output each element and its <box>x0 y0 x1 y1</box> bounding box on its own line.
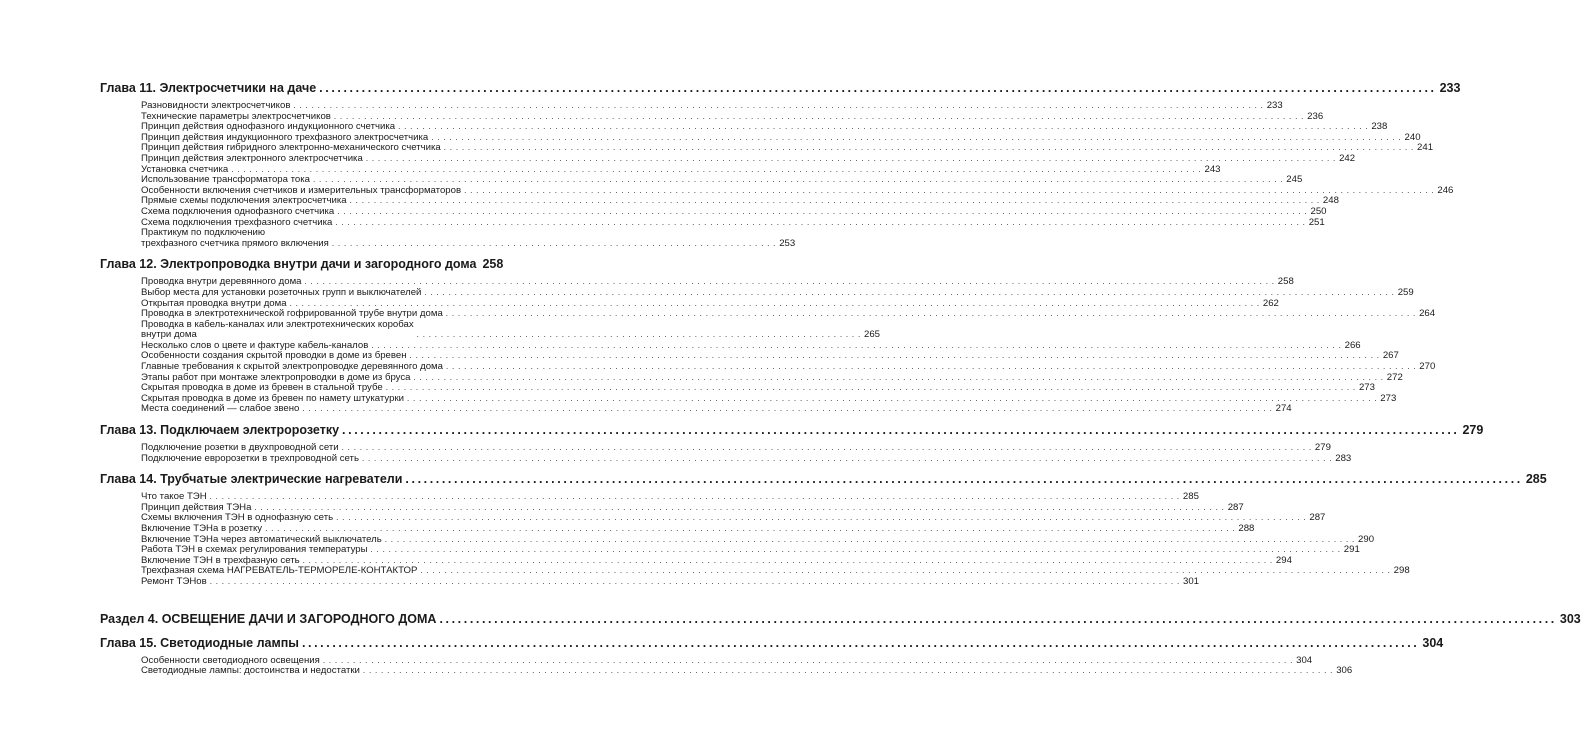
entry-title: Принцип действия однофазного индукционного счетчика <box>141 121 396 133</box>
dot-leader <box>210 492 1180 503</box>
dot-leader <box>446 309 1416 320</box>
dot-leader <box>371 545 1341 556</box>
chapter-items <box>141 654 1353 677</box>
entry-page: 251 <box>1308 216 1325 228</box>
entry-page: 285 <box>1182 491 1199 503</box>
dot-leader <box>444 143 1414 154</box>
section-heading[interactable] <box>100 611 1581 628</box>
chapter-items <box>141 442 1352 464</box>
entry-title-lines <box>141 320 414 341</box>
dot-leader <box>335 218 1305 229</box>
entry-title: Принцип действия электронного электросчетчика <box>141 152 363 164</box>
chapter-heading[interactable] <box>100 635 1444 652</box>
dot-leader <box>366 154 1336 165</box>
entry-title: Включение ТЭНа в розетку <box>141 523 263 534</box>
entry-page: 241 <box>1417 142 1434 154</box>
toc-entry[interactable] <box>141 452 1352 465</box>
entry-page: 262 <box>1262 297 1279 309</box>
section-page: 303 <box>1559 611 1581 626</box>
entry-page: 233 <box>1266 100 1283 111</box>
entry-title: Прямые схемы подключения электросчетчика <box>141 195 347 207</box>
chapter-page: 279 <box>1462 423 1484 438</box>
entry-title-lines <box>141 228 329 249</box>
entry-page: 306 <box>1336 665 1353 677</box>
entry-page: 245 <box>1286 174 1303 186</box>
entry-page: 243 <box>1204 163 1221 175</box>
chapter-heading[interactable] <box>100 471 1547 488</box>
dot-leader <box>414 373 1384 384</box>
entry-title: Принцип действия ТЭНа <box>141 501 252 513</box>
entry-title: Принцип действия гибридного электронно-механического счетчика <box>141 142 441 154</box>
chapter-title: Глава 13. Подключаем электророзетку <box>100 423 340 438</box>
entry-title: Особенности включения счетчиков и измерительных трансформаторов <box>141 184 462 196</box>
entry-page: 287 <box>1227 501 1244 513</box>
entry-page: 238 <box>1371 121 1388 133</box>
dot-leader <box>332 239 776 250</box>
entry-title: Работа ТЭН в схемах регулирования температуры <box>141 544 368 556</box>
toc-entry[interactable] <box>141 403 1292 415</box>
toc-entry[interactable] <box>141 205 1327 218</box>
entry-page: 274 <box>1275 403 1292 415</box>
chapter-page: 258 <box>482 257 504 272</box>
entry-page: 279 <box>1314 442 1331 454</box>
entry-title: Включение ТЭН в трехфазную сеть <box>141 554 300 566</box>
entry-title: Проводка внутри деревянного дома <box>141 276 302 288</box>
entry-page: 290 <box>1358 533 1375 545</box>
entry-title: Главные требования к скрытой электропроводке деревянного дома <box>141 361 443 373</box>
chapter-11 <box>100 80 1461 249</box>
dot-leader <box>398 122 1368 133</box>
entry-page: 259 <box>1397 286 1414 298</box>
entry-page: 258 <box>1277 276 1294 288</box>
chapter-title: Глава 11. Электросчетчики на даче <box>100 81 317 95</box>
toc-entry[interactable] <box>141 152 1356 165</box>
toc-entry-multiline[interactable] <box>141 318 881 341</box>
chapter-page: 304 <box>1422 635 1444 650</box>
dot-leader <box>385 535 1355 546</box>
dot-leader <box>293 101 1263 112</box>
dot-leader <box>319 80 1436 97</box>
chapter-heading[interactable] <box>100 422 1484 439</box>
dot-leader <box>305 277 1275 288</box>
dot-leader <box>417 330 861 341</box>
entry-page: 270 <box>1419 361 1436 373</box>
chapter-13 <box>100 422 1484 464</box>
section-title: Раздел 4. ОСВЕЩЕНИЕ ДАЧИ И ЗАГОРОДНОГО ДОМА <box>100 611 437 626</box>
entry-title-line1: Практикум по подключению <box>141 227 266 239</box>
entry-title: Разновидности электросчетчиков <box>141 100 291 111</box>
entry-page: 291 <box>1343 544 1360 556</box>
entry-page: 264 <box>1419 308 1436 320</box>
chapter-14 <box>100 471 1547 587</box>
dot-leader <box>350 196 1320 207</box>
dot-leader <box>362 454 1332 465</box>
entry-page: 266 <box>1344 339 1361 351</box>
entry-title: Скрытая проводка в доме из бревен по намету штукатурки <box>141 392 405 404</box>
entry-title: Включение ТЭНа через автоматический выключатель <box>141 533 382 545</box>
entry-title: Подключение евророзетки в трехпроводной сеть <box>141 452 359 464</box>
dot-leader <box>420 566 1390 577</box>
entry-title-line2: внутри дома <box>141 329 197 341</box>
entry-page: 242 <box>1339 152 1356 164</box>
table-of-contents <box>100 80 1581 684</box>
entry-title: Несколько слов о цвете и фактуре кабель-каналов <box>141 339 369 351</box>
entry-page: 236 <box>1307 110 1324 122</box>
dot-leader <box>323 656 1293 667</box>
entry-page: 250 <box>1310 205 1327 217</box>
dot-leader <box>342 443 1312 454</box>
entry-page: 298 <box>1393 565 1410 577</box>
entry-title: Места соединений — слабое звено <box>141 403 300 415</box>
entry-title: Скрытая проводка в доме из бревен в стальной трубе <box>141 382 383 394</box>
chapter-items <box>141 276 1436 415</box>
entry-title: Светодиодные лампы: достоинства и недостатки <box>141 665 360 677</box>
entry-page: 265 <box>864 329 881 341</box>
chapter-heading[interactable] <box>100 80 1461 97</box>
dot-leader <box>464 186 1434 197</box>
dot-leader <box>439 611 1556 628</box>
entry-title: Принцип действия индукционного трехфазного электросчетчика <box>141 131 429 143</box>
chapter-12 <box>100 256 1436 415</box>
dot-leader <box>334 112 1304 123</box>
dot-leader <box>407 394 1377 405</box>
dot-leader <box>254 503 1224 514</box>
section-4 <box>100 611 1581 628</box>
dot-leader <box>302 404 1272 415</box>
chapter-page: 233 <box>1439 81 1461 95</box>
entry-page: 287 <box>1309 512 1326 524</box>
entry-title: Использование трансформатора тока <box>141 174 310 186</box>
entry-title: Схема подключения трехфазного счетчика <box>141 216 333 228</box>
toc-entry-multiline[interactable] <box>141 227 796 249</box>
entry-title: Технические параметры электросчетчиков <box>141 110 331 122</box>
dot-leader <box>363 666 1333 677</box>
entry-title: Открытая проводка внутри дома <box>141 297 287 309</box>
dot-leader <box>336 513 1306 524</box>
entry-title-line2: трехфазного счетчика прямого включения <box>141 237 329 249</box>
dot-leader <box>337 207 1307 218</box>
toc-entry[interactable] <box>141 575 1200 588</box>
entry-title: Трехфазная схема НАГРЕВАТЕЛЬ-ТЕРМОРЕЛЕ-КОНТАКТОР <box>141 565 418 577</box>
entry-title-line1: Проводка в кабель-каналах или электротехнических коробах <box>141 318 414 330</box>
entry-title: Этапы работ при монтаже электропроводки в доме из бруса <box>141 371 411 383</box>
entry-page: 304 <box>1296 654 1313 666</box>
entry-page: 301 <box>1183 575 1200 587</box>
entry-page: 283 <box>1335 452 1352 464</box>
toc-entry[interactable] <box>141 100 1283 112</box>
entry-title: Выбор места для установки розеточных групп и выключателей <box>141 286 422 298</box>
entry-title: Подключение розетки в двухпроводной сети <box>141 442 339 454</box>
section-spacer <box>100 595 500 611</box>
dot-leader <box>386 383 1356 394</box>
entry-title: Проводка в электротехнической гофрированной трубе внутри дома <box>141 308 443 320</box>
entry-page: 272 <box>1386 371 1403 383</box>
entry-title: Установка счетчика <box>141 163 229 175</box>
entry-title: Ремонт ТЭНов <box>141 575 207 587</box>
entry-page: 253 <box>779 237 796 249</box>
chapter-items <box>141 100 1454 249</box>
dot-leader <box>446 362 1416 373</box>
chapter-heading[interactable] <box>100 256 504 273</box>
dot-leader <box>302 635 1419 652</box>
dot-leader <box>265 524 1235 535</box>
toc-entry[interactable] <box>141 523 1255 535</box>
chapter-title: Глава 14. Трубчатые электрические нагреватели <box>100 472 403 487</box>
chapter-title: Глава 15. Светодиодные лампы <box>100 635 299 650</box>
chapter-page: 285 <box>1525 472 1547 487</box>
chapter-items <box>141 491 1410 587</box>
dot-leader <box>371 341 1341 352</box>
entry-title: Схемы включения ТЭН в однофазную сеть <box>141 512 334 524</box>
dot-leader <box>303 556 1273 567</box>
toc-entry[interactable] <box>141 665 1353 677</box>
entry-page: 240 <box>1404 131 1421 143</box>
entry-page: 273 <box>1380 392 1397 404</box>
entry-title: Особенности создания скрытой проводки в доме из бревен <box>141 350 407 362</box>
dot-leader <box>424 288 1394 299</box>
toc-entry[interactable] <box>141 286 1414 299</box>
dot-leader <box>405 471 1522 488</box>
entry-title: Особенности светодиодного освещения <box>141 654 320 666</box>
dot-leader <box>410 351 1380 362</box>
dot-leader <box>431 133 1401 144</box>
entry-page: 267 <box>1382 350 1399 362</box>
entry-page: 246 <box>1437 184 1454 196</box>
dot-leader <box>210 577 1180 588</box>
entry-page: 248 <box>1322 195 1339 207</box>
dot-leader <box>342 422 1459 439</box>
entry-page: 273 <box>1358 382 1375 394</box>
entry-page: 294 <box>1275 554 1292 566</box>
chapter-title: Глава 12. Электропроводка внутри дачи и загородного дома <box>100 257 477 272</box>
entry-title: Схема подключения однофазного счетчика <box>141 205 335 217</box>
entry-page: 288 <box>1238 523 1255 534</box>
dot-leader <box>231 165 1201 176</box>
chapter-15 <box>100 635 1444 677</box>
entry-title: Что такое ТЭН <box>141 491 207 503</box>
